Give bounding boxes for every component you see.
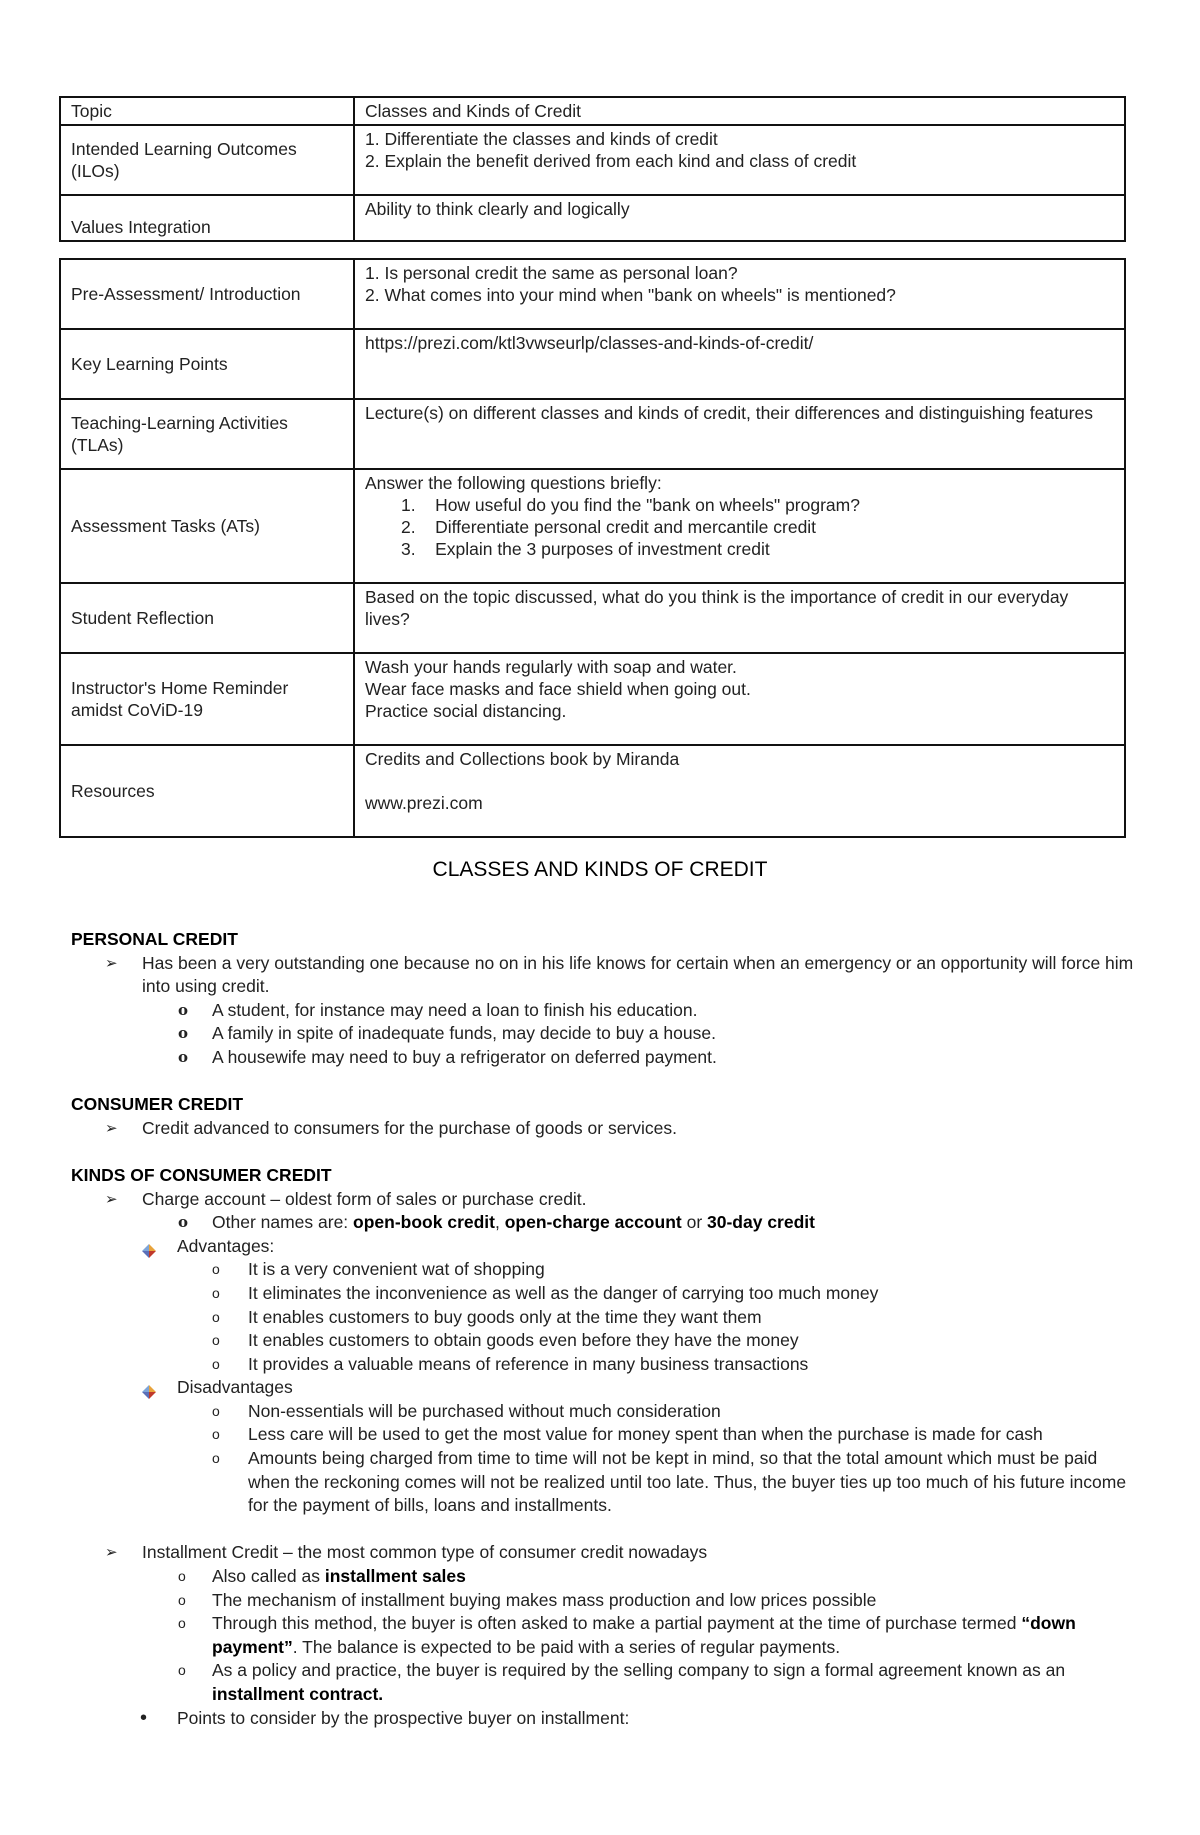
diamond-bullet-icon bbox=[142, 1235, 154, 1259]
kinds-heading: KINDS OF CONSUMER CREDIT bbox=[71, 1164, 332, 1185]
tla-value: Lecture(s) on different classes and kinds of credit, their differences and distinguishing features bbox=[354, 399, 1125, 469]
list-item: o It enables customers to buy goods only at the time they want them bbox=[71, 1306, 1141, 1330]
resources-label: Resources bbox=[60, 745, 354, 837]
o-bullet-icon: o bbox=[178, 1615, 186, 1632]
table-row bbox=[60, 653, 1125, 745]
list-item: o Less care will be used to get the most value for money spent than when the purchase is made for cash bbox=[71, 1423, 1141, 1447]
table-row bbox=[60, 745, 1125, 837]
o-bullet-icon: o bbox=[212, 1261, 220, 1278]
table-row bbox=[60, 259, 1125, 329]
list-item: • Points to consider by the prospective buyer on installment: bbox=[140, 1706, 630, 1729]
table-row bbox=[60, 195, 1125, 241]
list-item: o It is a very convenient wat of shopping bbox=[71, 1258, 1141, 1282]
list-item: o Through this method, the buyer is often asked to make a partial payment at the time of purchase termed “down payment”. The balance is expected to be paid with a series of regular payments. bbox=[178, 1613, 1076, 1657]
table-row bbox=[60, 125, 1125, 195]
arrow-bullet-icon: ➢ bbox=[105, 1119, 118, 1137]
section-title: CLASSES AND KINDS OF CREDIT bbox=[432, 858, 768, 881]
o-bullet-icon: o bbox=[178, 1568, 186, 1585]
topic-label: Topic bbox=[60, 97, 354, 125]
assessment-value: Answer the following questions briefly: 1. How useful do you find the "bank on wheels" program? 2. Differentiate personal credit and mercantile credit 3. Explain the 3 purposes of investment credit bbox=[354, 469, 1125, 583]
reminder-label: Instructor's Home Reminder amidst CoViD-19 bbox=[60, 653, 354, 745]
table-row bbox=[60, 329, 1125, 399]
ilo-value: 1. Differentiate the classes and kinds of credit 2. Explain the benefit derived from each kind and class of credit bbox=[354, 125, 1125, 195]
table-row bbox=[60, 97, 1125, 125]
reminder-value: Wash your hands regularly with soap and water. Wear face masks and face shield when going out. Practice social distancing. bbox=[354, 653, 1125, 745]
o-bullet-icon: o bbox=[212, 1308, 220, 1325]
list-item: o Amounts being charged from time to time will not be kept in mind, so that the total amount which must be paid when the reckoning comes will not be realized until too late. Thus, the buyer ties up too much of his future income for the payment of bills, loans and installments. bbox=[212, 1448, 1127, 1516]
personal-credit-heading: PERSONAL CREDIT bbox=[71, 929, 238, 949]
o-bullet-icon: o bbox=[178, 1024, 189, 1043]
table-row bbox=[60, 399, 1125, 469]
values-value: Ability to think clearly and logically bbox=[354, 195, 1125, 241]
diamond-bullet-icon bbox=[142, 1376, 154, 1400]
key-learning-label: Key Learning Points bbox=[60, 329, 354, 399]
list-item: ➢ Credit advanced to consumers for the purchase of goods or services. bbox=[71, 1117, 1141, 1141]
resources-value: Credits and Collections book by Miranda www.prezi.com bbox=[354, 745, 1125, 837]
list-item: o It provides a valuable means of reference in many business transactions bbox=[71, 1353, 1141, 1377]
list-item: Advantages: bbox=[71, 1235, 1141, 1259]
pre-assessment-label: Pre-Assessment/ Introduction bbox=[60, 259, 354, 329]
key-learning-link[interactable]: https://prezi.com/ktl3vwseurlp/classes-and-kinds-of-credit/ bbox=[354, 329, 1125, 399]
o-bullet-icon: o bbox=[212, 1355, 220, 1372]
values-label: Values Integration bbox=[60, 195, 354, 241]
consumer-credit-heading: CONSUMER CREDIT bbox=[71, 1094, 244, 1115]
list-item: o It enables customers to obtain goods even before they have the money bbox=[71, 1329, 1141, 1353]
arrow-bullet-icon: ➢ bbox=[105, 1544, 118, 1562]
reflection-label: Student Reflection bbox=[60, 583, 354, 653]
o-bullet-icon: o bbox=[212, 1426, 220, 1443]
list-item: Disadvantages bbox=[71, 1376, 1141, 1400]
list-item: o A housewife may need to buy a refrigerator on deferred payment. bbox=[71, 1046, 1141, 1070]
reflection-value: Based on the topic discussed, what do you think is the importance of credit in our everyday lives? bbox=[354, 583, 1125, 653]
o-bullet-icon: o bbox=[178, 1591, 186, 1608]
list-item: ➢ Charge account – oldest form of sales or purchase credit. bbox=[71, 1188, 1141, 1212]
o-bullet-icon: o bbox=[178, 1000, 189, 1019]
table-row bbox=[60, 469, 1125, 583]
o-bullet-icon: o bbox=[212, 1332, 220, 1349]
arrow-bullet-icon: ➢ bbox=[105, 954, 118, 972]
list-item: o It eliminates the inconvenience as well as the danger of carrying too much money bbox=[71, 1282, 1141, 1306]
list-item: o A family in spite of inadequate funds, may decide to buy a house. bbox=[71, 1022, 1141, 1046]
table-row bbox=[60, 583, 1125, 653]
arrow-bullet-icon: ➢ bbox=[105, 1190, 118, 1208]
assessment-item: 1. How useful do you find the "bank on wheels" program? bbox=[401, 495, 860, 515]
o-bullet-icon: o bbox=[212, 1284, 220, 1301]
lesson-plan-table bbox=[59, 258, 1126, 838]
assessment-label: Assessment Tasks (ATs) bbox=[60, 469, 354, 583]
lecture-notes bbox=[71, 928, 1141, 1730]
tla-label: Teaching-Learning Activities (TLAs) bbox=[60, 399, 354, 469]
assessment-item: 3. Explain the 3 purposes of investment credit bbox=[401, 539, 770, 559]
list-item: ➢ Installment Credit – the most common type of consumer credit nowadays bbox=[71, 1541, 1141, 1565]
o-bullet-icon: o bbox=[178, 1047, 189, 1066]
list-item: o Non-essentials will be purchased without much consideration bbox=[71, 1400, 1141, 1424]
pre-assessment-value: 1. Is personal credit the same as personal loan? 2. What comes into your mind when "bank on wheels" is mentioned? bbox=[354, 259, 1125, 329]
resources-link[interactable]: www.prezi.com bbox=[365, 793, 483, 813]
list-item: o The mechanism of installment buying makes mass production and low prices possible bbox=[71, 1589, 1141, 1613]
assessment-item: 2. Differentiate personal credit and mercantile credit bbox=[401, 517, 817, 537]
list-item: ➢ Has been a very outstanding one because no on in his life knows for certain when an emergency or an opportunity will force him into using credit. bbox=[105, 952, 1134, 997]
topic-value: Classes and Kinds of Credit bbox=[354, 97, 1125, 125]
list-item: o A student, for instance may need a loan to finish his education. bbox=[71, 999, 1141, 1023]
list-item: o As a policy and practice, the buyer is required by the selling company to sign a formal agreement known as an installment contract. bbox=[178, 1660, 1066, 1704]
list-item: o Also called as installment sales bbox=[71, 1565, 1141, 1589]
course-info-table bbox=[59, 96, 1126, 242]
o-bullet-icon: o bbox=[212, 1402, 220, 1419]
o-bullet-icon: o bbox=[212, 1450, 220, 1467]
dot-bullet-icon: • bbox=[140, 1706, 148, 1729]
o-bullet-icon: o bbox=[178, 1662, 186, 1679]
o-bullet-icon: o bbox=[178, 1213, 189, 1232]
list-item: o Other names are: open-book credit, open-charge account or 30-day credit bbox=[71, 1211, 1141, 1235]
ilo-label: Intended Learning Outcomes (ILOs) bbox=[60, 125, 354, 195]
